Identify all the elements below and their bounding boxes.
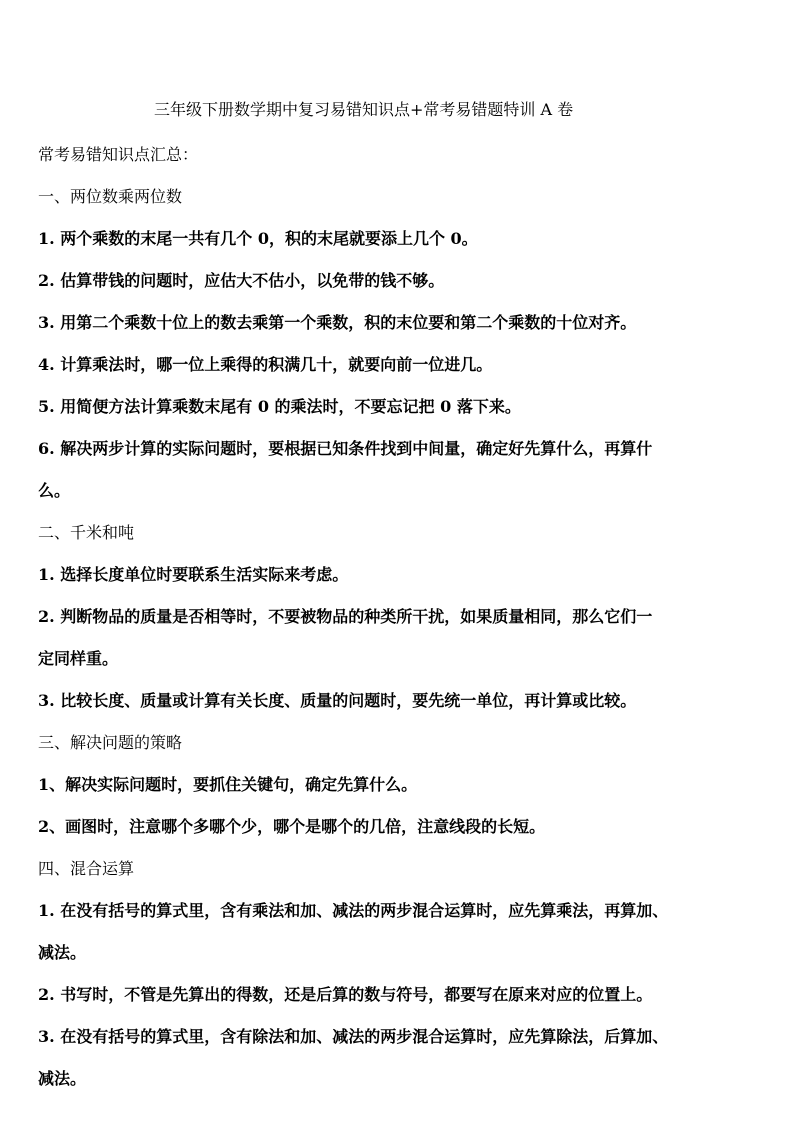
knowledge-point: 2、画图时，注意哪个多哪个少，哪个是哪个的几倍，注意线段的长短。: [38, 817, 546, 836]
knowledge-point-line: 定同样重。: [38, 649, 119, 668]
knowledge-point: [38, 1016, 762, 1100]
knowledge-point: 1. 选择长度单位时要联系生活实际来考虑。: [38, 565, 349, 584]
summary-heading: 常考易错知识点汇总：: [38, 145, 199, 164]
section-heading: 二、千米和吨: [38, 523, 135, 542]
knowledge-point: 5. 用简便方法计算乘数末尾有 0 的乘法时，不要忘记把 0 落下来。: [38, 397, 521, 416]
knowledge-point: [38, 890, 762, 974]
knowledge-point-line: 3. 在没有括号的算式里，含有除法和加、减法的两步混合运算时，应先算除法，后算加、: [38, 1027, 669, 1046]
knowledge-point-line: 减法。: [38, 943, 87, 962]
knowledge-point-line: 1. 在没有括号的算式里，含有乘法和加、减法的两步混合运算时，应先算乘法，再算加、: [38, 901, 669, 920]
knowledge-point: 3. 比较长度、质量或计算有关长度、质量的问题时，要先统一单位，再计算或比较。: [38, 691, 637, 710]
knowledge-point-line: 减法。: [38, 1069, 87, 1088]
knowledge-point: 1、解决实际问题时，要抓住关键句，确定先算什么。: [38, 775, 418, 794]
knowledge-point: 1. 两个乘数的末尾一共有几个 0，积的末尾就要添上几个 0。: [38, 229, 478, 248]
knowledge-point: 2. 估算带钱的问题时，应估大不估小，以免带的钱不够。: [38, 271, 445, 290]
knowledge-point: [38, 428, 762, 512]
document-title: 三年级下册数学期中复习易错知识点+常考易错题特训 A 卷: [154, 100, 574, 119]
knowledge-point: 3. 用第二个乘数十位上的数去乘第一个乘数，积的末位要和第二个乘数的十位对齐。: [38, 313, 637, 332]
section-4: [38, 848, 762, 1100]
knowledge-point: [38, 596, 762, 680]
knowledge-point: 4. 计算乘法时，哪一位上乘得的积满几十，就要向前一位进几。: [38, 355, 493, 374]
knowledge-point: 2. 书写时，不管是先算出的得数，还是后算的数与符号，都要写在原来对应的位置上。: [38, 985, 653, 1004]
section-3: [38, 722, 762, 848]
knowledge-point-line: 6. 解决两步计算的实际问题时，要根据已知条件找到中间量，确定好先算什么，再算什: [38, 439, 653, 458]
section-2: [38, 512, 762, 722]
section-heading: 一、两位数乘两位数: [38, 187, 183, 206]
section-1: [38, 176, 762, 512]
knowledge-point-line: 么。: [38, 481, 71, 500]
section-heading: 三、解决问题的策略: [38, 733, 183, 752]
section-heading: 四、混合运算: [38, 859, 135, 878]
knowledge-point-line: 2. 判断物品的质量是否相等时，不要被物品的种类所干扰，如果质量相同，那么它们一: [38, 607, 653, 626]
